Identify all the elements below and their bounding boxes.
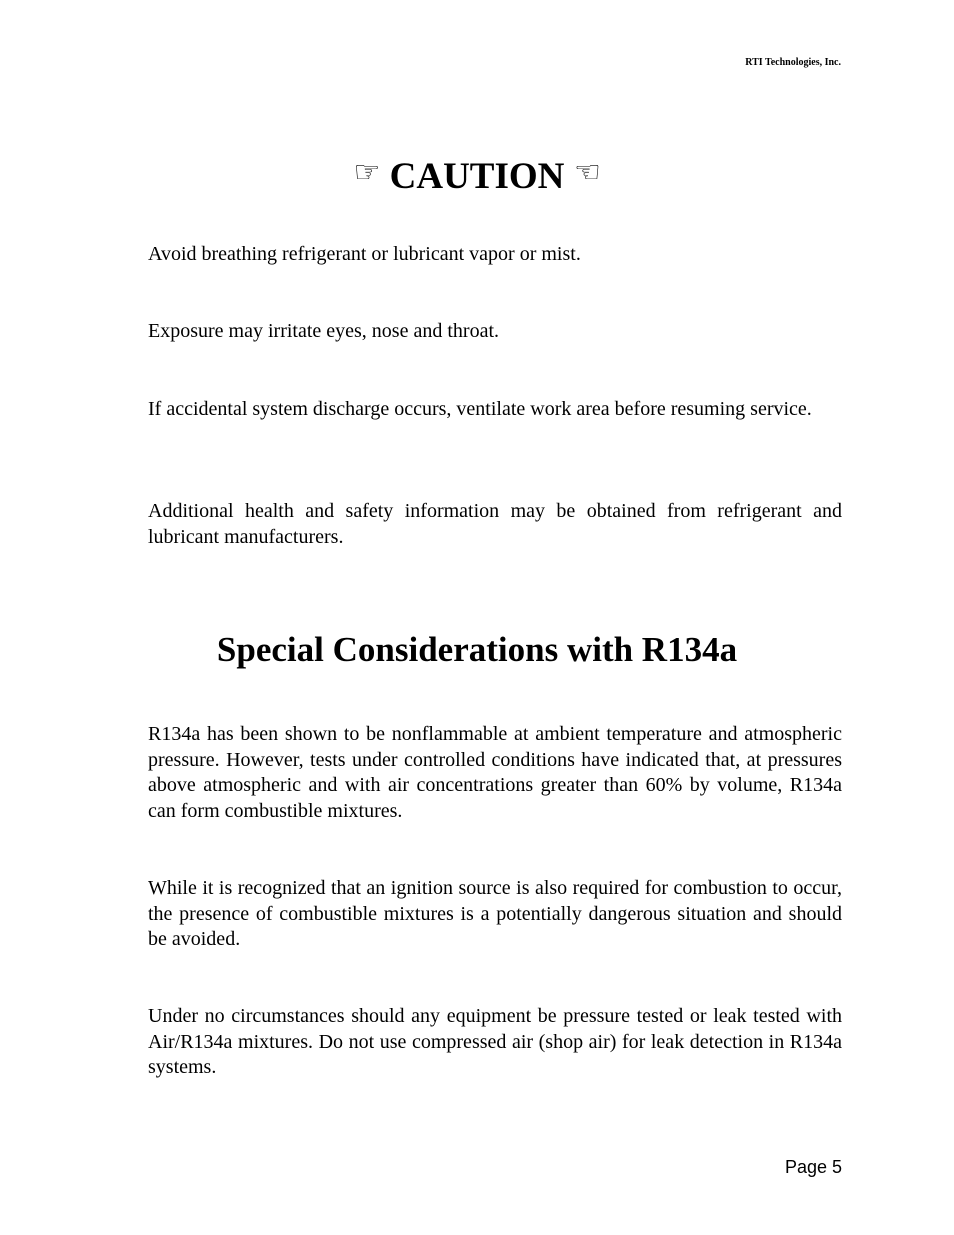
caution-paragraph-4: Additional health and safety information may be obtained from refrigerant and lubricant manufacturers. [148, 500, 842, 548]
pointing-hand-right-icon: ☞ [353, 156, 381, 189]
special-paragraph-3: Under no circumstances should any equipment be pressure tested or leak tested with Air/R134a mixtures. Do not use compressed air (shop air) for leak detection in R134a systems. [148, 1005, 842, 1078]
caution-heading [0, 150, 954, 200]
caution-paragraph-3: If accidental system discharge occurs, ventilate work area before resuming service. [148, 398, 812, 420]
special-paragraph-1: R134a has been shown to be nonflammable at ambient temperature and atmospheric pressure. However, tests under controlled conditions have indicated that, at pressures above atmospheric and with air concentrations greater than 60% by volume, R134a can form combustible mixtures. [148, 723, 842, 822]
caution-title: CAUTION [389, 156, 565, 197]
section-title: Special Considerations with R134a [216, 630, 738, 669]
pointing-hand-left-icon: ☞ [573, 156, 601, 189]
company-header: RTI Technologies, Inc. [745, 57, 841, 68]
caution-paragraph-2: Exposure may irritate eyes, nose and throat. [148, 320, 499, 342]
page-number: Page 5 [784, 1157, 842, 1177]
caution-paragraph-1: Avoid breathing refrigerant or lubricant vapor or mist. [148, 243, 581, 265]
special-paragraph-2: While it is recognized that an ignition source is also required for combustion to occur, the presence of combustible mixtures is a potentially dangerous situation and should be avoided. [148, 877, 842, 950]
